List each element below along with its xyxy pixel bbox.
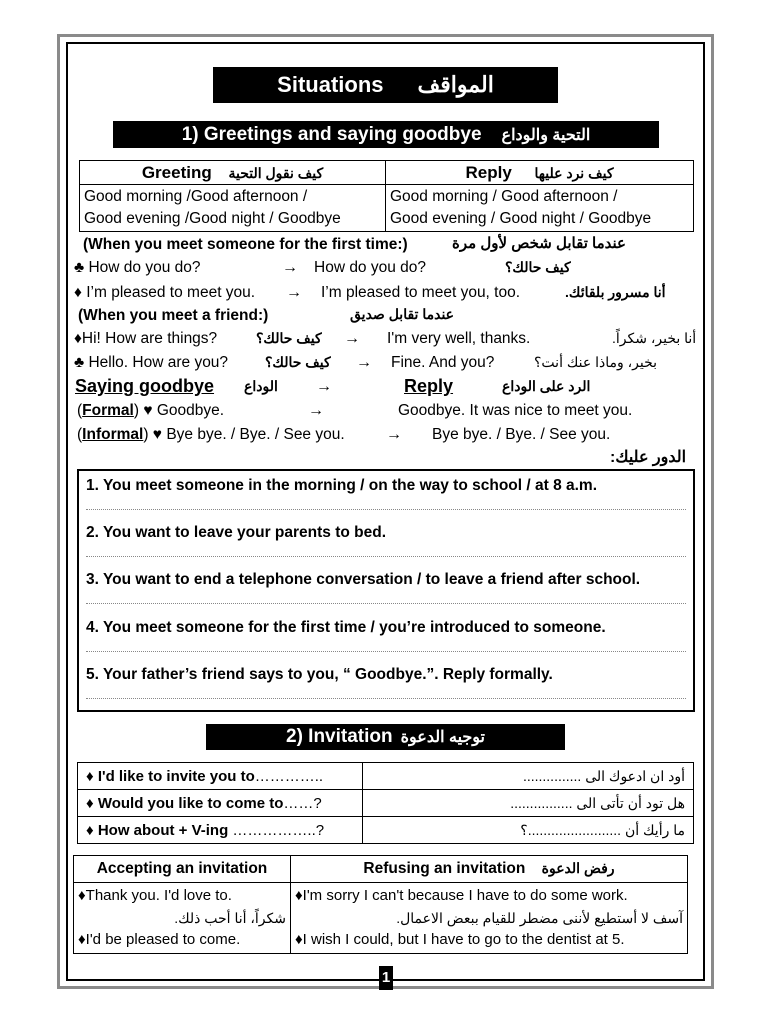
informal-label: Informal (82, 426, 144, 443)
invite-en-cell (78, 763, 363, 790)
invitation-table (77, 762, 694, 844)
invite-en-cell (78, 790, 363, 817)
club-icon: ♣ (74, 259, 85, 276)
formal-right: Goodbye. It was nice to meet you. (398, 402, 633, 419)
invite-en: How about + V-ing (97, 821, 229, 839)
goodbye-reply-ar: الرد على الوداع (502, 378, 591, 394)
title-banner (213, 67, 558, 103)
accept-item-1: ♦Thank you. I'd love to. (78, 887, 232, 904)
exercise-item: 1. You meet someone in the morning / on the way to school / at 8 a.m. (86, 477, 598, 494)
greeting-line-2: Good evening /Good night / Goodbye (84, 210, 341, 227)
exercise-item: 5. Your father’s friend says to you, “ Goodbye.”. Reply formally. (86, 666, 553, 683)
fr1-ar: أنا بخير، شكراً. (612, 330, 697, 346)
fl1-left: How do you do? (88, 259, 201, 276)
diamond-icon: ♦ (86, 767, 94, 785)
reply-header (386, 161, 694, 185)
invite-en: Would you like to come to (97, 794, 284, 812)
greeting-header (80, 161, 386, 185)
saying-goodbye-ar: الوداع (244, 378, 278, 394)
formal-left: Goodbye. (156, 402, 225, 419)
arrow-icon: → (344, 330, 360, 347)
answer-line[interactable] (86, 556, 686, 557)
friend-line-1 (74, 330, 217, 348)
friend-heading: (When you meet a friend:) (78, 307, 269, 324)
invite-en-cell (78, 817, 363, 844)
section2-title-en: 2) Invitation (286, 726, 393, 747)
club-icon: ♣ (74, 354, 85, 371)
accept-cell (74, 883, 291, 954)
heart-icon: ♥ (152, 426, 162, 443)
answer-line[interactable] (86, 698, 686, 699)
arrow-icon: → (386, 426, 402, 443)
accept-item-2: ♦I'd be pleased to come. (78, 931, 241, 948)
informal-left: Bye bye. / Bye. / See you. (166, 426, 345, 443)
diamond-icon: ♦ (86, 821, 94, 839)
formal-label: Formal (82, 402, 134, 419)
section1-title-en: 1) Greetings and saying goodbye (181, 123, 482, 145)
diamond-icon: ♦ (86, 794, 94, 812)
first-line-2 (74, 284, 255, 302)
first-time-ar: عندما تقابل شخص لأول مرة (452, 235, 626, 252)
refuse-header-en: Refusing an invitation (363, 860, 526, 877)
refuse-item-1-ar: آسف لا أستطيع لأننى مضطر للقيام ببعض الاعمال. (396, 910, 683, 926)
arrow-icon: → (316, 378, 332, 395)
accept-refuse-table (73, 855, 688, 954)
fl2-left: I’m pleased to meet you. (86, 284, 256, 301)
goodbye-reply-heading: Reply (404, 376, 454, 396)
arrow-icon: → (308, 402, 324, 419)
fl1-ar: كيف حالك؟ (505, 259, 571, 275)
first-line-1 (74, 259, 201, 277)
first-time-en: (When you meet someone for the first time:) (83, 236, 408, 253)
fr2-left: Hello. How are you? (88, 354, 229, 371)
fr2-right: Fine. And you? (391, 354, 495, 371)
informal-right: Bye bye. / Bye. / See you. (432, 426, 611, 443)
reply-cell (386, 185, 694, 232)
greeting-line-1: Good morning /Good afternoon / (84, 188, 308, 205)
fl2-right: I’m pleased to meet you, too. (321, 284, 521, 301)
first-time-heading (83, 236, 408, 254)
fr1-left: Hi! How are things? (81, 330, 218, 347)
invite-en-tail: ………….. (254, 767, 324, 785)
invite-ar-cell: هل تود أن تأتى الى ................ (363, 790, 694, 817)
friend-line-2 (74, 354, 228, 372)
refuse-header (291, 856, 688, 883)
fr2-ar: بخير، وماذا عنك أنت؟ (534, 354, 658, 370)
section2-banner (206, 724, 565, 750)
accept-header: Accepting an invitation (74, 856, 291, 883)
arrow-icon: → (356, 354, 372, 371)
fr1-ar-mid: كيف حالك؟ (256, 330, 322, 346)
title-ar: المواقف (417, 72, 494, 97)
reply-line-1: Good morning / Good afternoon / (390, 188, 618, 205)
your-turn-heading: الدور عليك: (610, 449, 687, 466)
section1-title-ar: التحية والوداع (501, 126, 591, 144)
arrow-icon: → (286, 284, 302, 301)
section2-title-ar: توجيه الدعوة (400, 729, 485, 746)
answer-line[interactable] (86, 509, 686, 510)
exercise-item: 4. You meet someone for the first time / you’re introduced to someone. (86, 619, 606, 636)
greeting-header-en: Greeting (141, 162, 212, 182)
greeting-table (79, 160, 694, 232)
saying-goodbye-heading: Saying goodbye (75, 376, 215, 396)
answer-line[interactable] (86, 651, 686, 652)
invite-ar-cell: ما رأيك أن ........................؟ (363, 817, 694, 844)
refuse-header-ar: رفض الدعوة (541, 860, 615, 876)
friend-ar: عندما تقابل صديق (350, 306, 455, 322)
heart-icon: ♥ (143, 402, 153, 419)
invite-en-tail: ……? (283, 794, 322, 812)
answer-line[interactable] (86, 603, 686, 604)
exercise-box (77, 469, 695, 712)
greeting-header-ar: كيف نقول التحية (228, 164, 324, 181)
diamond-icon: ♦ (74, 284, 82, 301)
formal-line: (Formal) ♥ Goodbye. (77, 402, 225, 419)
fl2-ar: أنا مسرور بلقائك. (565, 284, 666, 300)
section1-banner (113, 121, 659, 148)
refuse-item-2: ♦I wish I could, but I have to go to the dentist at 5. (295, 931, 625, 948)
invite-en-tail: ……………..? (228, 821, 325, 839)
reply-line-2: Good evening / Good night / Goodbye (390, 210, 652, 227)
reply-header-ar: كيف نرد عليها (534, 164, 614, 181)
exercise-item: 2. You want to leave your parents to bed. (86, 524, 387, 541)
arrow-icon: → (282, 259, 298, 276)
invite-ar-cell: أود ان ادعوك الى ............... (363, 763, 694, 790)
refuse-item-1: ♦I'm sorry I can't because I have to do some work. (295, 887, 628, 904)
refuse-cell (291, 883, 688, 954)
fr2-ar-mid: كيف حالك؟ (265, 354, 331, 370)
invite-en: I'd like to invite you to (97, 767, 255, 785)
title-en: Situations (277, 72, 384, 97)
fl1-right: How do you do? (314, 259, 427, 276)
greeting-cell (80, 185, 386, 232)
informal-line: (Informal) ♥ Bye bye. / Bye. / See you. (77, 426, 345, 443)
diamond-icon: ♦ (74, 330, 82, 347)
page-number: 1 (379, 966, 393, 990)
fr1-right: I'm very well, thanks. (387, 330, 531, 347)
accept-item-1-ar: شكراً، أنا أحب ذلك. (174, 910, 286, 926)
reply-header-en: Reply (465, 162, 512, 182)
exercise-item: 3. You want to end a telephone conversation / to leave a friend after school. (86, 571, 641, 588)
